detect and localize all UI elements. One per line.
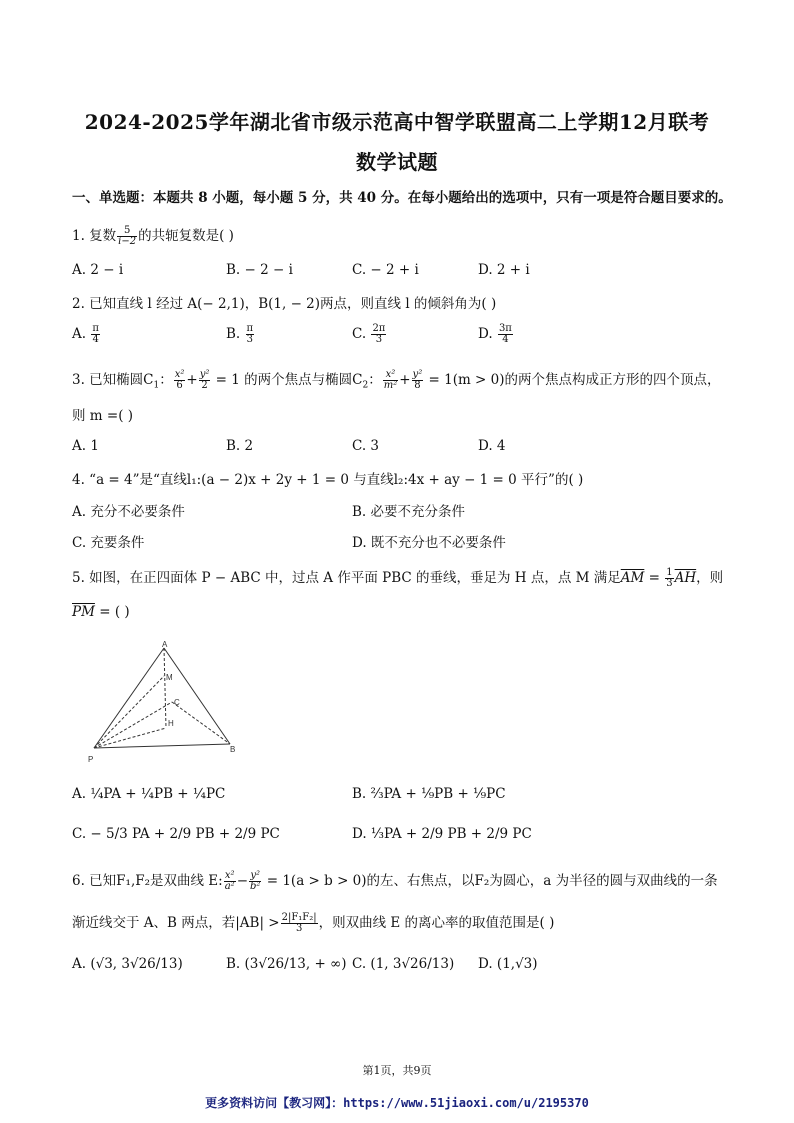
q2-d-den: 4 xyxy=(502,334,509,345)
question-4: 4. “a = 4”是“直线l₁:(a − 2)x + 2y + 1 = 0 与直线l₂:4x + ay − 1 = 0 平行”的( ) xyxy=(72,472,584,488)
section-heading: 一、单选题：本题共 8 小题，每小题 5 分，共 40 分。在每小题给出的选项中，只有一项是符合题目要求的。 xyxy=(72,190,732,206)
q5-option-d: D. ⅓PA + 2/9 PB + 2/9 PC xyxy=(352,826,532,842)
q3-option-a: A. 1 xyxy=(72,438,99,454)
q5-option-c: C. − 5/3 PA + 2/9 PB + 2/9 PC xyxy=(72,826,280,842)
fig-label-b: B xyxy=(230,745,236,754)
q2-d-label: D. xyxy=(478,326,497,342)
q5-line2: $\overline{PM}$ = ( ) xyxy=(72,604,130,620)
q6-line2: 渐近线交于 A、B 两点，若|AB| > $\frac{\text{2|F₁F₂|}}{3}$ ，则双曲线 E 的离心率的取值范围是( ) xyxy=(72,912,555,934)
q2-d-num: 3π xyxy=(498,323,512,334)
q1-num: 5 xyxy=(117,226,137,237)
q3-d: = 1(m > 0)的两个焦点构成正方形的四个顶点， xyxy=(424,372,721,388)
q2-option-c xyxy=(352,324,387,345)
page-footer: 第1页，共9页 xyxy=(362,1064,432,1077)
q1-option-c: C. − 2 + i xyxy=(352,262,419,278)
question-6: 6. 已知F₁,F₂是双曲线 E: $\frac{\text{x²}}{\text{a²}}$ − $\frac{\text{y²}}{\text{b²}}$ = 1(a > b > 0)的左、右焦点，以F₂为圆心，a 为半径的圆与双曲线的一条 xyxy=(72,870,718,892)
q1-option-a: A. 2 − i xyxy=(72,262,124,278)
q5-option-a: A. ¼PA + ¼PB + ¼PC xyxy=(72,786,226,802)
q3-a: 3. 已知椭圆C xyxy=(72,372,154,388)
q3-option-c: C. 3 xyxy=(352,438,380,454)
q2-option-a xyxy=(72,324,101,345)
question-3: 3. 已知椭圆$C_1$： $\frac{\text{x²}}{6}$ + $\frac{\text{y²}}{2}$ = 1 的两个焦点与椭圆$C_2$： $\frac{\text{x²}}{\text{m²}}$ + $\frac{\text{y²}}{8}$ = 1(m > 0)的两个焦点构成正方形的四个顶点， xyxy=(72,369,721,391)
fig-label-p: P xyxy=(88,755,94,764)
q1-den: i−2 xyxy=(118,236,137,247)
exam-title: 2024-2025学年湖北省市级示范高中智学联盟高二上学期12月联考 xyxy=(84,110,710,134)
q6-option-d: D. (1,√3) xyxy=(478,956,538,972)
q2-d-frac xyxy=(498,324,513,345)
q1-option-b: B. − 2 − i xyxy=(226,262,293,278)
q2-b-label: B. xyxy=(226,326,245,342)
exam-subtitle: 数学试题 xyxy=(356,150,438,174)
q2-option-d xyxy=(478,324,514,345)
q2-c-den: 3 xyxy=(375,334,383,345)
q1-post: 的共轭复数是( ) xyxy=(138,228,234,244)
q2-option-b xyxy=(226,324,255,345)
q2-a-label: A. xyxy=(72,326,91,342)
q3-option-b: B. 2 xyxy=(226,438,254,454)
q1-pre: 1. 复数 xyxy=(72,228,117,244)
q3-c: = 1 的两个焦点与椭圆C xyxy=(211,372,363,388)
q3-line2: 则 m =( ) xyxy=(72,408,134,424)
fig-label-c: C xyxy=(174,698,180,707)
q2-b-den: 3 xyxy=(246,334,253,345)
q1-option-d: D. 2 + i xyxy=(478,262,530,278)
q3-option-d: D. 4 xyxy=(478,438,506,454)
q6-text-tail: = 1(a > b > 0)的左、右焦点，以F₂为圆心，a 为半径的圆与双曲线的一条 xyxy=(262,873,718,889)
q2-c-frac xyxy=(371,324,386,345)
fig-label-m: M xyxy=(166,673,173,682)
q4-option-a: A. 充分不必要条件 xyxy=(72,504,185,520)
q5-text: 5. 如图，在正四面体 P − ABC 中，过点 A 作平面 PBC 的垂线，垂足为 H 点，点 M 满足 xyxy=(72,570,621,586)
q2-a-num: π xyxy=(92,323,99,334)
q6-line2-pre: 渐近线交于 A、B 两点，若|AB| > xyxy=(72,915,280,931)
q6-text: 6. 已知F₁,F₂是双曲线 E: xyxy=(72,873,223,889)
q4-option-d: D. 既不充分也不必要条件 xyxy=(352,535,506,551)
fig-label-h: H xyxy=(168,719,174,728)
q2-b-num: π xyxy=(246,323,254,334)
q4-option-c: C. 充要条件 xyxy=(72,535,145,551)
q6-option-b: B. (3√26/13, + ∞) xyxy=(226,956,347,972)
tetrahedron-figure xyxy=(88,640,248,765)
q2-c-label: C. xyxy=(352,326,371,342)
q5-line2-text: = ( ) xyxy=(94,604,130,620)
question-5: 5. 如图，在正四面体 P − ABC 中，过点 A 作平面 PBC 的垂线，垂足为 H 点，点 M 满足$\overline{AM}$ = $\frac{1}{3}$ $\overline{AH}$，则 xyxy=(72,567,724,589)
q5-text-tail: ，则 xyxy=(696,570,724,586)
q6-option-c: C. (1, 3√26/13) xyxy=(352,956,455,972)
question-1 xyxy=(72,224,234,247)
q6-option-a: A. (√3, 3√26/13) xyxy=(72,956,183,972)
q2-a-den: 4 xyxy=(92,334,99,345)
q2-b-frac xyxy=(246,324,255,345)
promo-link[interactable]: 更多资料访问【教习网】：https://www.51jiaoxi.com/u/2195370 xyxy=(205,1096,589,1110)
q2-c-num: 2π xyxy=(372,323,386,334)
q3-b: ： xyxy=(159,372,173,388)
q4-option-b: B. 必要不充分条件 xyxy=(352,504,466,520)
question-2: 2. 已知直线 l 经过 A(− 2,1)，B(1, − 2)两点，则直线 l 的倾斜角为( ) xyxy=(72,296,497,312)
q6-line2-post: ，则双曲线 E 的离心率的取值范围是( ) xyxy=(318,915,555,931)
q1-fraction xyxy=(117,226,137,247)
q2-a-frac xyxy=(91,324,100,345)
fig-label-a: A xyxy=(162,640,168,649)
q5-option-b: B. ⅔PA + ⅑PB + ⅑PC xyxy=(352,786,506,802)
